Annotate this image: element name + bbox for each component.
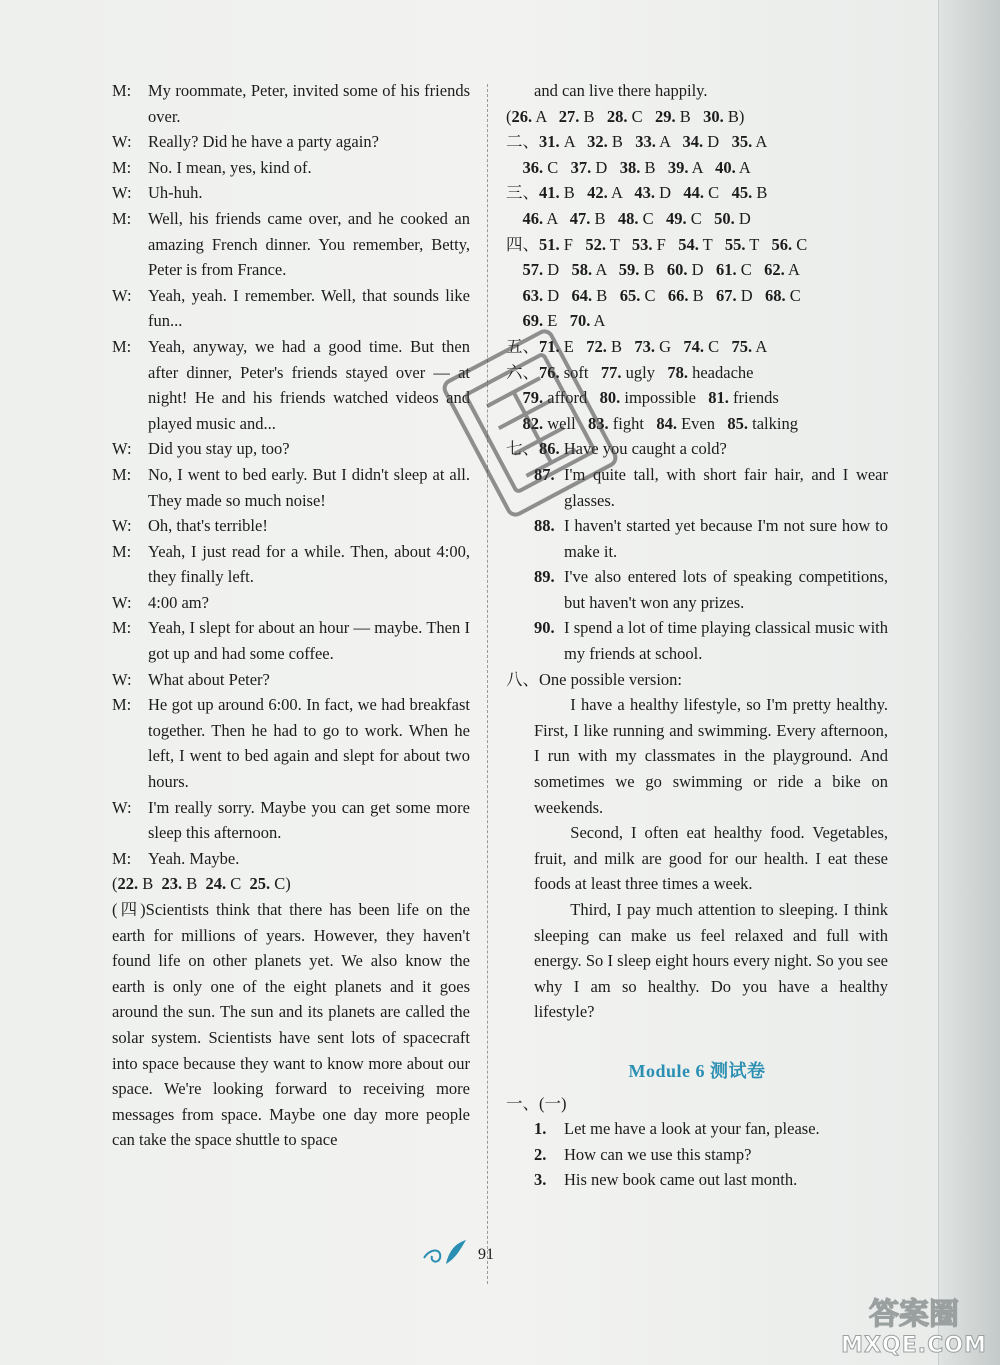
- answer-line: 63. D 64. B 65. C 66. B 67. D 68. C: [522, 285, 801, 305]
- listening-item: [534, 1167, 888, 1193]
- watermark-url: MXQE.COM: [841, 1333, 987, 1358]
- answer-line: 82. well 83. fight 84. Even 85. talking: [522, 413, 798, 433]
- dialogue-text: Oh, that's terrible!: [148, 516, 268, 536]
- essay-paragraph: Third, I pay much attention to sleeping. I think sleeping can make us feel relaxed and full with energy. So I sleep eight hours every night. So you see why I am so healthy. Do you have a healthy lifestyle?: [534, 900, 888, 1022]
- sentence-answer: [534, 615, 888, 666]
- dialogue-line: [112, 283, 470, 334]
- answer-line: 79. afford 80. impossible 81. friends: [522, 388, 779, 408]
- seal-stamp-icon: [440, 318, 620, 528]
- listening-list: [506, 1116, 888, 1193]
- item-text: His new book came out last month.: [564, 1170, 798, 1190]
- essay-body: [506, 692, 888, 1025]
- item-number: 89.: [534, 567, 555, 587]
- dialogue-line: [112, 206, 470, 283]
- essay-label: 八、One possible version:: [506, 669, 682, 689]
- speaker-label: W:: [112, 183, 132, 203]
- dialogue-text: 4:00 am?: [148, 592, 209, 612]
- answer-line: 四、51. F 52. T 53. F 54. T 55. T 56. C: [506, 234, 808, 254]
- dialogue-text: Uh-huh.: [148, 183, 203, 203]
- answer-line: 69. E 70. A: [522, 311, 606, 331]
- dialogue-line: [112, 513, 470, 539]
- speaker-label: W:: [112, 669, 132, 689]
- dialogue-line: [112, 539, 470, 590]
- speaker-label: M:: [112, 618, 132, 638]
- site-watermark: [834, 1286, 994, 1360]
- column-divider: [487, 84, 488, 1284]
- item-number: 88.: [534, 516, 555, 536]
- speaker-label: W:: [112, 132, 132, 152]
- speaker-label: W:: [112, 592, 132, 612]
- dialogue-line: [112, 615, 470, 666]
- dialogue-text: Yeah. Maybe.: [148, 848, 240, 868]
- speaker-label: M:: [112, 541, 132, 561]
- essay-paragraph: I have a healthy lifestyle, so I'm pretty healthy. First, I like running and swimming. Every afternoon, I run with my classmates in the playground. And sometimes we go swimming or ride a bike on weekends.: [534, 695, 888, 817]
- module-title: Module 6 测试卷: [628, 1060, 766, 1081]
- item-text: I haven't started yet because I'm not sure how to make it.: [564, 516, 888, 561]
- left-column: [112, 78, 470, 1153]
- dialogue-text: No, I went to bed early. But I didn't sleep at all. They made so much noise!: [148, 464, 470, 510]
- dialogue-line: [112, 78, 470, 129]
- dialogue-text: He got up around 6:00. In fact, we had breakfast together. Then he had to go to work. When he left, I went to bed again and slept for about two hours.: [148, 695, 470, 792]
- dialogue-line: [112, 462, 470, 513]
- dialogue-line: [112, 846, 470, 872]
- dialogue-text: Did you stay up, too?: [148, 439, 290, 459]
- page-number: 91: [478, 1246, 494, 1263]
- item-text: Let me have a look at your fan, please.: [564, 1119, 820, 1139]
- item-text: I spend a lot of time playing classical music with my friends at school.: [564, 618, 888, 664]
- answers-22-25: (22. B 23. B 24. C 25. C): [112, 874, 291, 894]
- answer-line: 三、41. B 42. A 43. D 44. C 45. B: [506, 183, 768, 203]
- dialogue-text: Yeah, anyway, we had a good time. But then after dinner, Peter's friends stayed over — at night! He and his friends watched videos and played music and...: [148, 336, 470, 433]
- watermark-title: 答案圈: [869, 1297, 959, 1332]
- item-text: How can we use this stamp?: [564, 1144, 752, 1164]
- dialogue-line: [112, 436, 470, 462]
- speaker-label: M:: [112, 848, 132, 868]
- answer-line: 六、76. soft 77. ugly 78. headache: [506, 362, 754, 382]
- item-number: 90.: [534, 618, 555, 638]
- dialogue-line: [112, 795, 470, 846]
- answer-line: (26. A 27. B 28. C 29. B 30. B): [506, 106, 745, 126]
- answer-line: 二、31. A 32. B 33. A 34. D 35. A: [506, 132, 768, 152]
- item-number: 87.: [534, 464, 555, 484]
- answer-line: 46. A 47. B 48. C 49. C 50. D: [522, 208, 751, 228]
- answer-line: 36. C 37. D 38. B 39. A 40. A: [522, 157, 751, 177]
- dialogue-text: Yeah, I slept for about an hour — maybe. Then I got up and had some coffee.: [148, 618, 470, 664]
- passage-four: (四)Scientists think that there has been life on the earth for millions of years. However, they haven't found life on other planets yet. We also know the earth is only one of the eight planets and it goes around the sun. The sun and its planets are called the solar system. Scientists have sent lots of spacecraft into space because they want to know more about our space. We're looking forward to receiving more messages from space. Maybe one day more people can take the space shuttle to space: [112, 900, 470, 1150]
- answer-line: 五、71. E 72. B 73. G 74. C 75. A: [506, 336, 768, 356]
- dialogue-line: [112, 334, 470, 436]
- answer-line: 57. D 58. A 59. B 60. D 61. C 62. A: [522, 260, 800, 280]
- swirl-ornament-icon: [420, 1236, 470, 1268]
- essay-paragraph: Second, I often eat healthy food. Vegetables, fruit, and milk are good for our health. I eat these foods at least three times a week.: [534, 823, 888, 894]
- item-text: I've also entered lots of speaking competitions, but haven't won any prizes.: [564, 567, 888, 612]
- dialogue-line: [112, 667, 470, 693]
- dialogue-text: Well, his friends came over, and he cooked an amazing French dinner. You remember, Betty, Peter is from France.: [148, 208, 470, 280]
- speaker-label: M:: [112, 157, 132, 177]
- speaker-label: M:: [112, 336, 132, 356]
- item-number: 2.: [534, 1144, 547, 1164]
- speaker-label: M:: [112, 695, 132, 715]
- dialogue-line: [112, 129, 470, 155]
- page-edge: [938, 0, 1000, 1365]
- speaker-label: M:: [112, 208, 132, 228]
- speaker-label: M:: [112, 464, 132, 484]
- passage-continuation: and can live there happily.: [534, 81, 708, 100]
- dialogue-line: [112, 155, 470, 181]
- dialogue-text: No. I mean, yes, kind of.: [148, 157, 312, 177]
- listening-item: [534, 1142, 888, 1168]
- sentence-answer: [534, 564, 888, 615]
- dialogue-text: Yeah, yeah. I remember. Well, that sounds like fun...: [148, 285, 470, 331]
- dialogue-text: My roommate, Peter, invited some of his friends over.: [148, 81, 470, 126]
- dialogue-block: [112, 78, 470, 871]
- section-one-label: 一、(一): [506, 1093, 567, 1113]
- answer-line: 七、86. Have you caught a cold?: [506, 439, 727, 459]
- item-number: 1.: [534, 1119, 547, 1139]
- right-column: [506, 78, 888, 1193]
- speaker-label: M:: [112, 81, 132, 100]
- item-text: I'm quite tall, with short fair hair, and I wear glasses.: [564, 464, 888, 510]
- dialogue-line: [112, 180, 470, 206]
- dialogue-line: [112, 590, 470, 616]
- dialogue-text: Yeah, I just read for a while. Then, about 4:00, they finally left.: [148, 541, 470, 587]
- listening-item: [534, 1116, 888, 1142]
- watermark-logo-icon: [834, 1286, 994, 1360]
- speaker-label: W:: [112, 516, 132, 536]
- speaker-label: W:: [112, 285, 132, 305]
- speaker-label: W:: [112, 797, 132, 817]
- item-number: 3.: [534, 1170, 547, 1190]
- dialogue-text: I'm really sorry. Maybe you can get some more sleep this afternoon.: [148, 797, 470, 843]
- speaker-label: W:: [112, 439, 132, 459]
- dialogue-text: Really? Did he have a party again?: [148, 132, 379, 152]
- dialogue-line: [112, 692, 470, 794]
- dialogue-text: What about Peter?: [148, 669, 270, 689]
